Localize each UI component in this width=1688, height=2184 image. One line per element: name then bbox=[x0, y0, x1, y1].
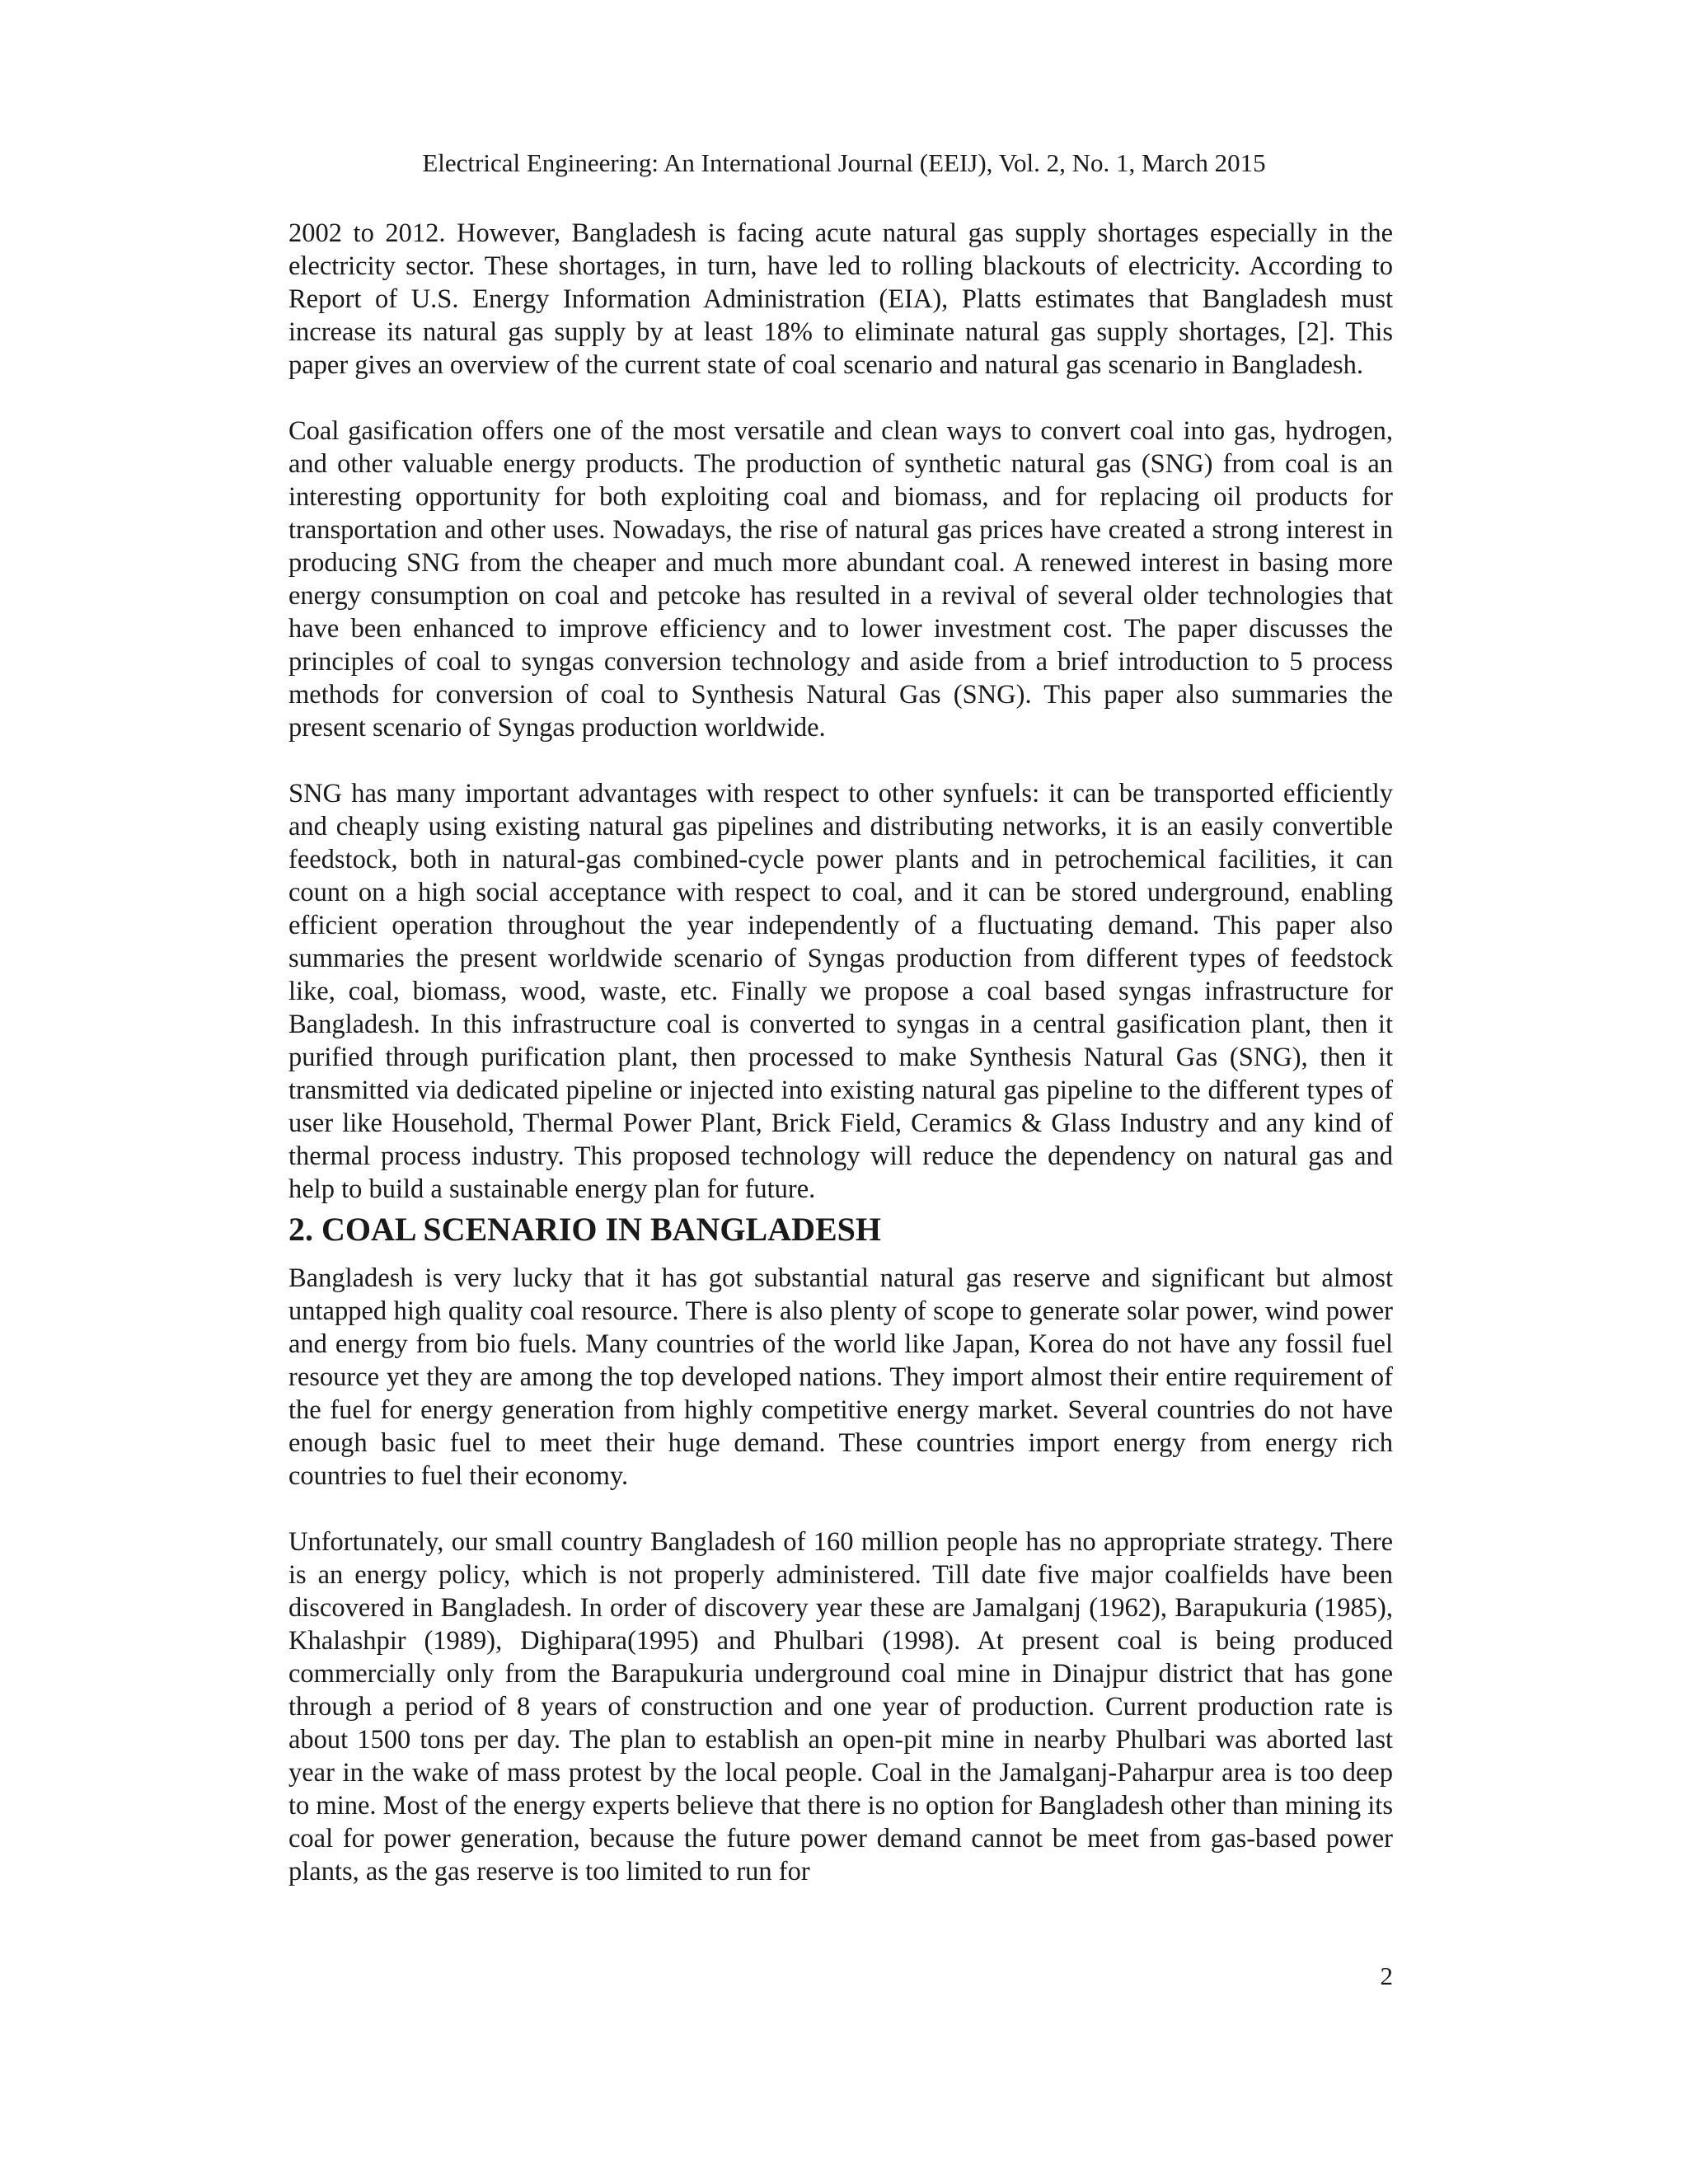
paragraph-coalfields: Unfortunately, our small country Bangladesh of 160 million people has no appropriate strategy. There is an energy policy, which is not properly administered. Till date five major coalfields have been discovered in Bangladesh. In order of discovery year these are Jamalganj (1962), Barapukuria (1985), Khalashpir (1989), Dighipara(1995) and Phulbari (1998). At present coal is being produced commercially only from the Barapukuria underground coal mine in Dinajpur district that has gone through a period of 8 years of construction and one year of production. Current production rate is about 1500 tons per day. The plan to establish an open-pit mine in nearby Phulbari was aborted last year in the wake of mass protest by the local people. Coal in the Jamalganj-Paharpur area is too deep to mine. Most of the energy experts believe that there is no option for Bangladesh other than mining its coal for power generation, because the future power demand cannot be meet from gas-based power plants, as the gas reserve is too limited to run for bbox=[288, 1527, 1393, 1886]
page-number: 2 bbox=[1380, 1961, 1393, 1990]
paragraph-coal-gasification: Coal gasification offers one of the most versatile and clean ways to convert coal into gas, hydrogen, and other valuable energy products. The production of synthetic natural gas (SNG) from coal is an interesting opportunity for both exploiting coal and biomass, and for replacing oil products for transportation and other uses. Nowadays, the rise of natural gas prices have created a strong interest in producing SNG from the cheaper and much more abundant coal. A renewed interest in basing more energy consumption on coal and petcoke has resulted in a revival of several older technologies that have been enhanced to improve efficiency and to lower investment cost. The paper discusses the principles of coal to syngas conversion technology and aside from a brief introduction to 5 process methods for conversion of coal to Synthesis Natural Gas (SNG). This paper also summaries the present scenario of Syngas production worldwide. bbox=[288, 416, 1393, 743]
page-body bbox=[288, 217, 1393, 1888]
paragraph-intro-gas-shortage: 2002 to 2012. However, Bangladesh is facing acute natural gas supply shortages especially in the electricity sector. These shortages, in turn, have led to rolling blackouts of electricity. According to Report of U.S. Energy Information Administration (EIA), Platts estimates that Bangladesh must increase its natural gas supply by at least 18% to eliminate natural gas supply shortages, [2]. This paper gives an overview of the current state of coal scenario and natural gas scenario in Bangladesh. bbox=[288, 218, 1393, 380]
section-heading-coal-scenario: 2. COAL SCENARIO IN BANGLADESH bbox=[288, 1211, 882, 1248]
running-header: Electrical Engineering: An International Journal (EEIJ), Vol. 2, No. 1, March 2015 bbox=[422, 148, 1266, 177]
paragraph-bangladesh-resources: Bangladesh is very lucky that it has got substantial natural gas reserve and significant but almost untapped high quality coal resource. There is also plenty of scope to generate solar power, wind power and energy from bio fuels. Many countries of the world like Japan, Korea do not have any fossil fuel resource yet they are among the top developed nations. They import almost their entire requirement of the fuel for energy generation from highly competitive energy market. Several countries do not have enough basic fuel to meet their huge demand. These countries import energy from energy rich countries to fuel their economy. bbox=[288, 1263, 1393, 1491]
paragraph-sng-advantages: SNG has many important advantages with respect to other synfuels: it can be transported efficiently and cheaply using existing natural gas pipelines and distributing networks, it is an easily convertible feedstock, both in natural-gas combined-cycle power plants and in petrochemical facilities, it can count on a high social acceptance with respect to coal, and it can be stored underground, enabling efficient operation throughout the year independently of a fluctuating demand. This paper also summaries the present worldwide scenario of Syngas production from different types of feedstock like, coal, biomass, wood, waste, etc. Finally we propose a coal based syngas infrastructure for Bangladesh. In this infrastructure coal is converted to syngas in a central gasification plant, then it purified through purification plant, then processed to make Synthesis Natural Gas (SNG), then it transmitted via dedicated pipeline or injected into existing natural gas pipeline to the different types of user like Household, Thermal Power Plant, Brick Field, Ceramics & Glass Industry and any kind of thermal process industry. This proposed technology will reduce the dependency on natural gas and help to build a sustainable energy plan for future. bbox=[288, 779, 1393, 1204]
